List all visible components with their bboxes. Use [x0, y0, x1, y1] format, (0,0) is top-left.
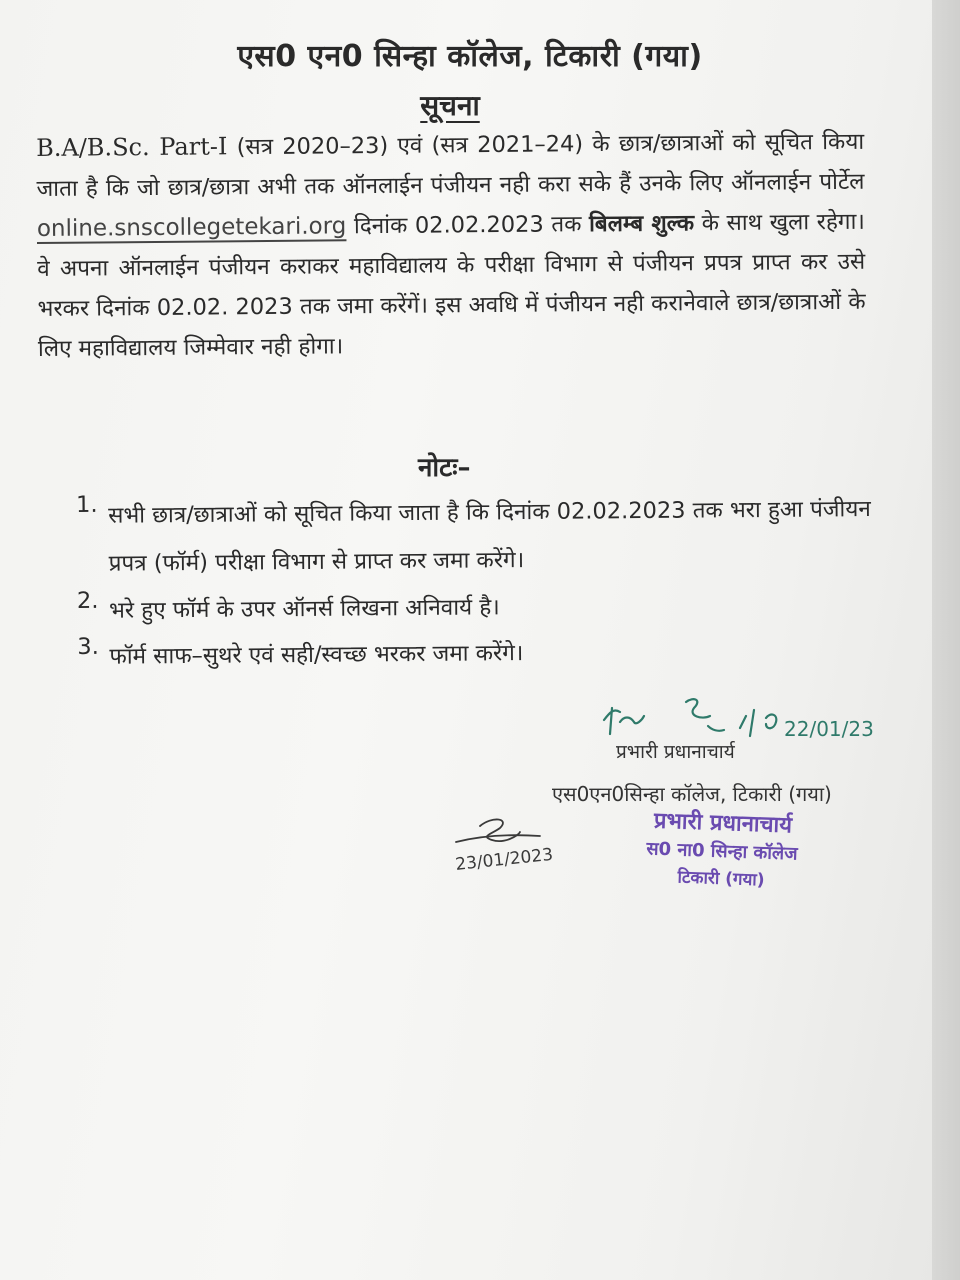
note-item [77, 581, 897, 634]
second-signature [440, 806, 610, 886]
notice-text-part1: (सत्र 2020–23) एवं (सत्र 2021–24) के छात्र/छात्राओं को सूचित किया जाता है कि जो छात्र/छात्रा अभी तक ऑनलाईन पंजीयन नही करा सके हैं उनके लिए ऑनलाईन पोर्टेल [36, 128, 865, 202]
notice-paragraph [36, 121, 866, 369]
note-number: 2. [76, 587, 99, 614]
second-signature-date: 23/01/2023 [454, 844, 554, 875]
note-text: फॉर्म साफ–सुथरे एवं सही/स्वच्छ भरकर जमा करेंगे। [109, 640, 524, 670]
notice-text-part3: के साथ खुला रहेगा। वे अपना ऑनलाईन पंजीयन कराकर महाविद्यालय के परीक्षा विभाग से पंजीयन प्रपत्र प्राप्त कर उसे भरकर दिनांक 02.02. 2023 तक जमा करेंगें। इस अवधि में पंजीयन नही करानेवाले छात्र/छात्राओं के लिए महाविद्यालय जिम्मेवार नही होगा। [37, 208, 866, 362]
notice-text-part2: दिनांक 02.02.2023 तक [353, 211, 582, 240]
stamp-line: टिकारी (गया) [677, 867, 765, 891]
note-heading: नोटः– [418, 453, 471, 483]
stamp-line: प्रभारी प्रधानाचार्य [653, 808, 793, 839]
note-number: 1. [76, 491, 98, 518]
note-text: भरे हुए फॉर्म के उपर ऑनर्स लिखना अनिवार्य है। [108, 594, 500, 624]
principal-stamp [621, 807, 824, 896]
college-title: एस0 एन0 सिन्हा कॉलेज, टिकारी (गया) [237, 39, 703, 74]
course-name: B.A/B.Sc. Part-I [36, 132, 228, 162]
signatory-college: एस0एन0सिन्हा कॉलेज, टिकारी (गया) [552, 782, 832, 806]
note-list [76, 485, 898, 680]
note-text: सभी छात्र/छात्राओं को सूचित किया जाता है कि दिनांक 02.02.2023 तक भरा हुआ पंजीयन प्रपत्र (फॉर्म) परीक्षा विभाग से प्राप्त कर जमा करेंगे। [108, 496, 871, 577]
late-fee-text: बिलम्ब शुल्क [588, 210, 695, 238]
portal-url-link[interactable]: online.snscollegetekari.org [36, 213, 347, 242]
stamp-line: स0 ना0 सिन्हा कॉलेज [646, 838, 798, 865]
note-item [77, 627, 897, 680]
handwritten-date: 22/01/23 [784, 717, 874, 741]
notice-heading: सूचना [420, 89, 480, 122]
note-item [76, 485, 897, 588]
designation-label: प्रभारी प्रधानाचार्य [616, 741, 735, 763]
note-number: 3. [77, 633, 99, 660]
page-edge-shadow [932, 0, 960, 1280]
